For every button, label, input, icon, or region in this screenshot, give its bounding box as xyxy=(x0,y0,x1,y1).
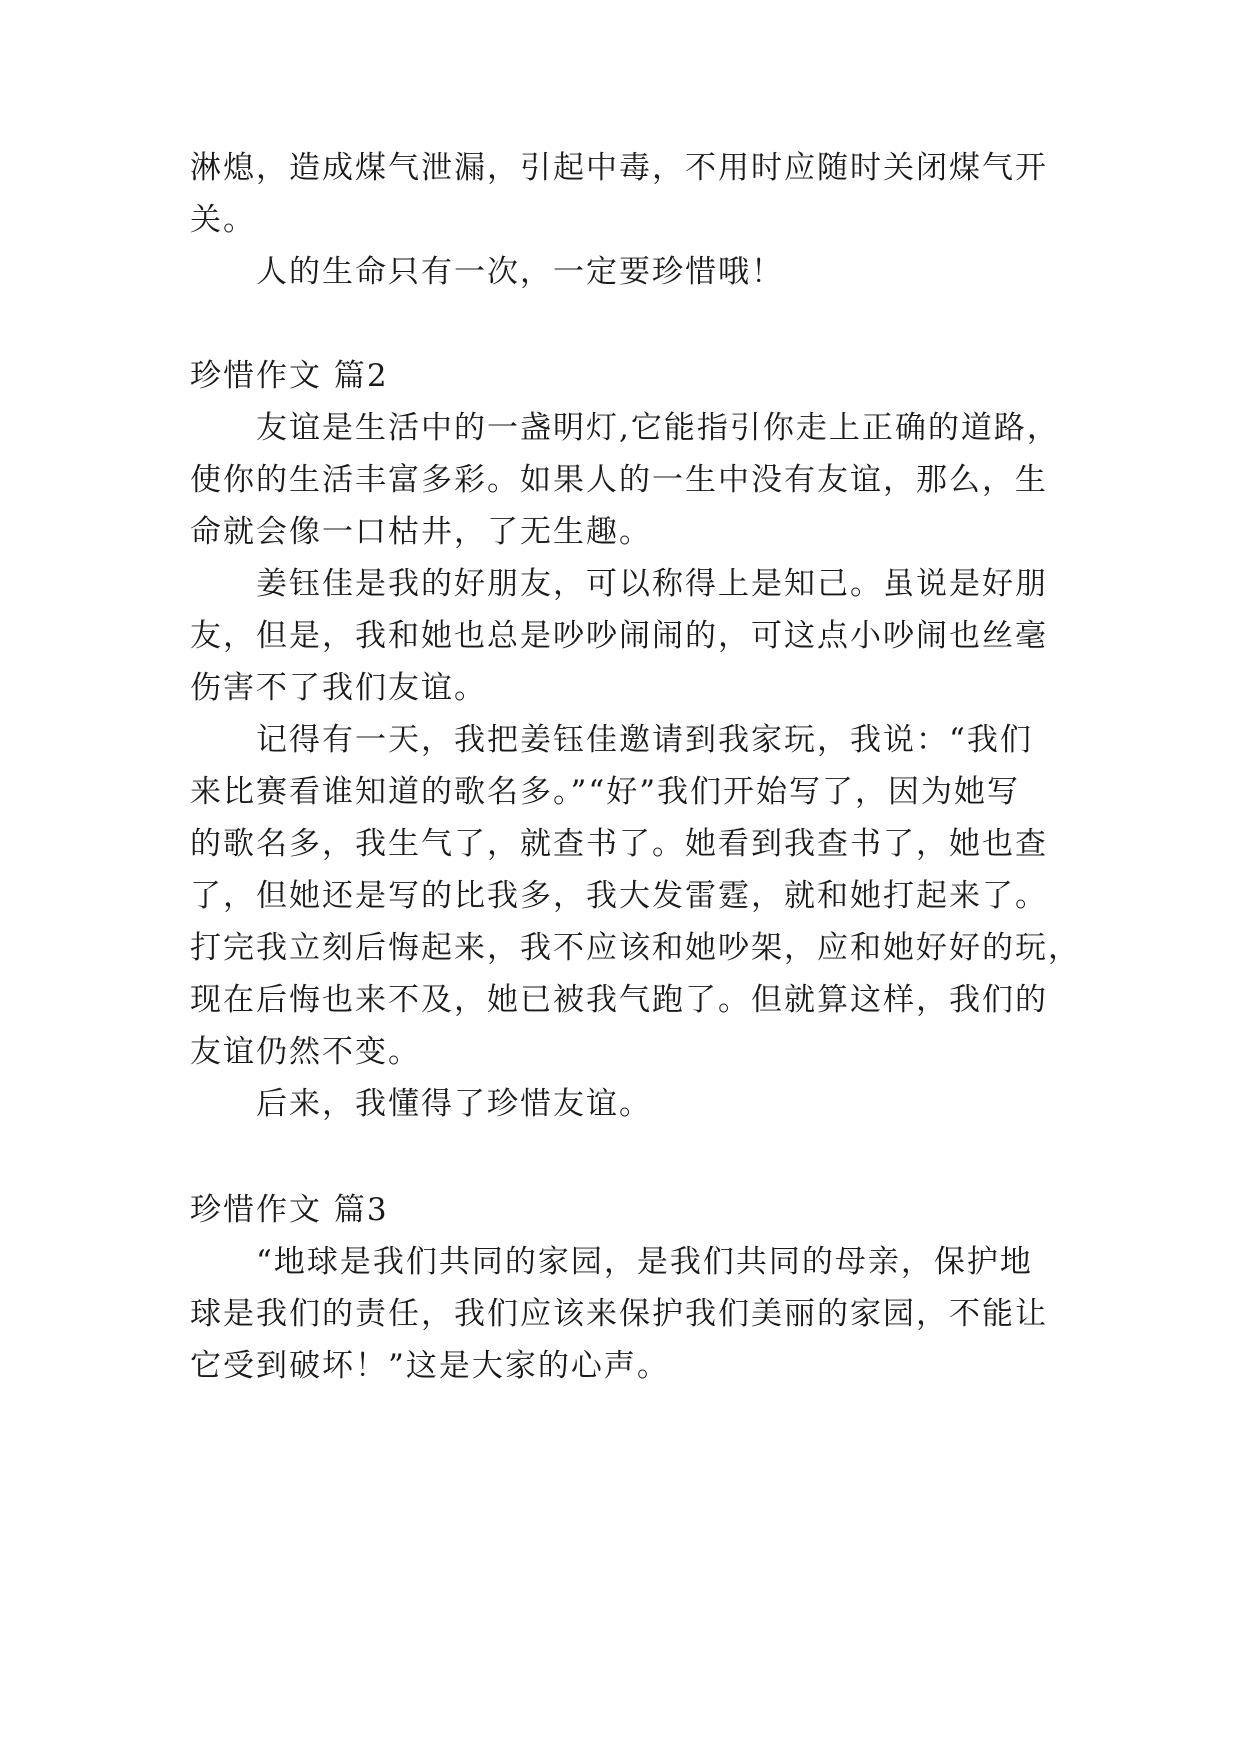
text-line: 伤害不了我们友谊。 xyxy=(190,670,487,706)
text-line: 记得有一天，我把姜钰佳邀请到我家玩，我说：“我们 xyxy=(256,722,1033,758)
text-line: 淋熄，造成煤气泄漏，引起中毒，不用时应随时关闭煤气开 xyxy=(190,150,1048,186)
text-line: 打完我立刻后悔起来，我不应该和她吵架，应和她好好的玩， xyxy=(190,930,1081,966)
text-line: 关。 xyxy=(190,202,256,238)
text-line: 姜钰佳是我的好朋友，可以称得上是知己。虽说是好朋 xyxy=(256,566,1048,602)
text-line: 的歌名多，我生气了，就查书了。她看到我查书了，她也查 xyxy=(190,826,1048,862)
text-line: 球是我们的责任，我们应该来保护我们美丽的家园，不能让 xyxy=(190,1296,1048,1332)
text-line: 友，但是，我和她也总是吵吵闹闹的，可这点小吵闹也丝毫 xyxy=(190,618,1048,654)
text-line: 使你的生活丰富多彩。如果人的一生中没有友谊，那么，生 xyxy=(190,462,1048,498)
text-line: 现在后悔也来不及，她已被我气跑了。但就算这样，我们的 xyxy=(190,982,1048,1018)
section-heading: 珍惜作文 篇2 xyxy=(190,358,389,394)
text-line: 友谊是生活中的一盏明灯,它能指引你走上正确的道路， xyxy=(256,410,1060,446)
section-heading: 珍惜作文 篇3 xyxy=(190,1192,389,1228)
text-line: 它受到破坏！”这是大家的心声。 xyxy=(190,1348,670,1384)
text-line: 命就会像一口枯井，了无生趣。 xyxy=(190,514,652,550)
text-line: 来比赛看谁知道的歌名多。”“好”我们开始写了，因为她写 xyxy=(190,774,1021,810)
text-line: 友谊仍然不变。 xyxy=(190,1034,421,1070)
text-line: 了，但她还是写的比我多，我大发雷霆，就和她打起来了。 xyxy=(190,878,1048,914)
text-line: 后来，我懂得了珍惜友谊。 xyxy=(256,1086,652,1122)
text-line: 人的生命只有一次，一定要珍惜哦！ xyxy=(256,254,784,290)
text-line: “地球是我们共同的家园，是我们共同的母亲，保护地 xyxy=(256,1244,1033,1280)
